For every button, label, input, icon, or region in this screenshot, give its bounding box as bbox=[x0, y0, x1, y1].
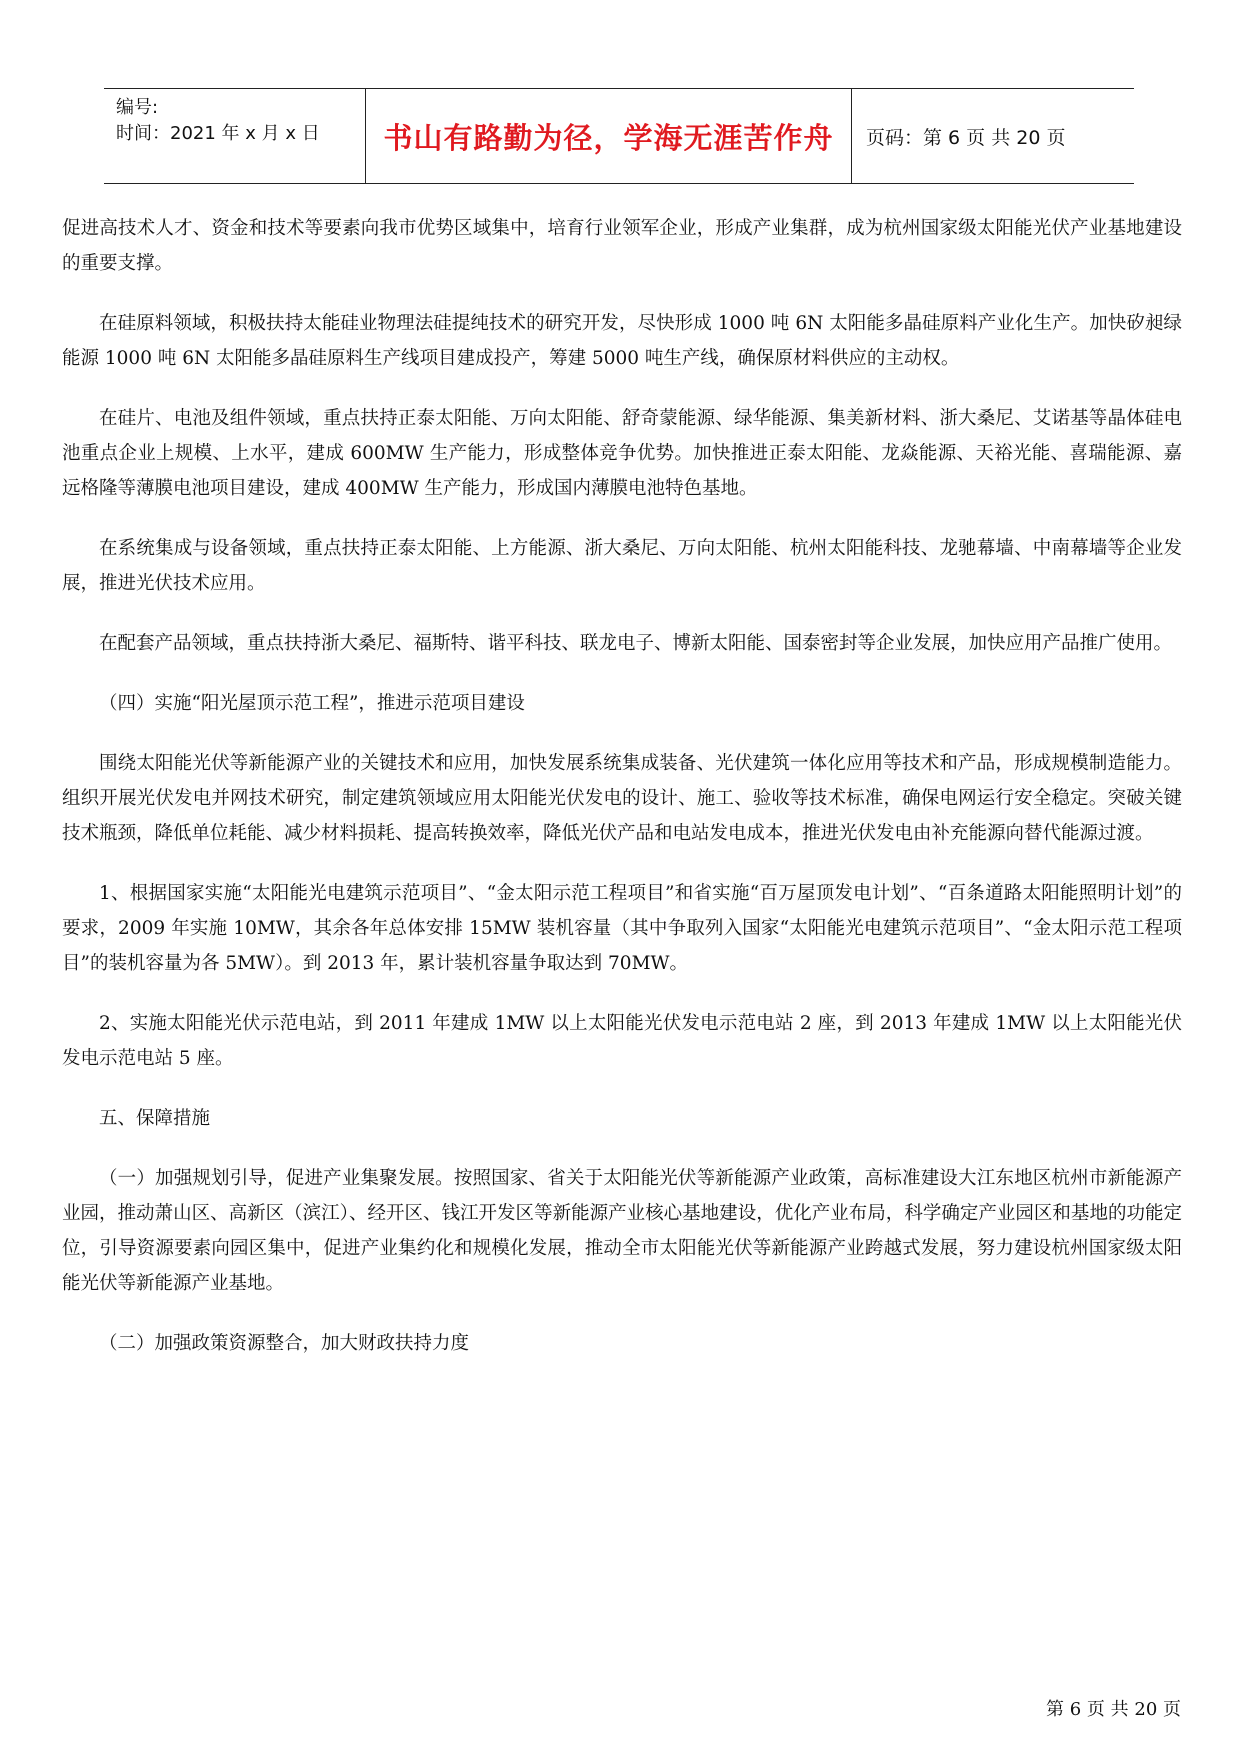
document-header bbox=[104, 88, 1134, 184]
time-label: 时间：2021 年 x 月 x 日 bbox=[116, 123, 320, 144]
body-paragraph: （四）实施“阳光屋顶示范工程”，推进示范项目建设 bbox=[99, 693, 525, 714]
body-paragraph: 在配套产品领域，重点扶持浙大桑尼、福斯特、谐平科技、联龙电子、博新太阳能、国泰密封等企业发展，加快应用产品推广使用。 bbox=[99, 633, 1173, 654]
number-label: 编号: bbox=[116, 97, 159, 118]
header-page-info: 页码：第 6 页 共 20 页 bbox=[866, 126, 1066, 149]
page-footer: 第 6 页 共 20 页 bbox=[1046, 1699, 1181, 1720]
body-paragraph: （一）加强规划引导，促进产业集聚发展。按照国家、省关于太阳能光伏等新能源产业政策，高标准建设大江东地区杭州市新能源产业园，推动萧山区、高新区（滨江）、经开区、钱江开发区等新能源产业核心基地建设，优化产业布局，科学确定产业园区和基地的功能定位，引导资源要素向园区集中，促进产业集约化和规模化发展，推动全市太阳能光伏等新能源产业跨越式发展，努力建设杭州国家级太阳能光伏等新能源产业基地。 bbox=[62, 1168, 1182, 1294]
body-paragraph: 促进高技术人才、资金和技术等要素向我市优势区域集中，培育行业领军企业，形成产业集群，成为杭州国家级太阳能光伏产业基地建设的重要支撑。 bbox=[62, 218, 1182, 274]
body-paragraph: （二）加强政策资源整合，加大财政扶持力度 bbox=[99, 1333, 470, 1354]
body-paragraph: 2、实施太阳能光伏示范电站，到 2011 年建成 1MW 以上太阳能光伏发电示范电站 2 座，到 2013 年建成 1MW 以上太阳能光伏发电示范电站 5 座。 bbox=[62, 1013, 1182, 1069]
header-left-cell bbox=[104, 89, 366, 183]
body-paragraph: 在硅原料领域，积极扶持太能硅业物理法硅提纯技术的研究开发，尽快形成 1000 吨 6N 太阳能多晶硅原料产业化生产。加快矽昶绿能源 1000 吨 6N 太阳能多晶硅原料生产线项目建成投产，筹建 5000 吨生产线，确保原材料供应的主动权。 bbox=[62, 313, 1182, 369]
body-paragraph: 围绕太阳能光伏等新能源产业的关键技术和应用，加快发展系统集成装备、光伏建筑一体化应用等技术和产品，形成规模制造能力。组织开展光伏发电并网技术研究，制定建筑领域应用太阳能光伏发电的设计、施工、验收等技术标准，确保电网运行安全稳定。突破关键技术瓶颈，降低单位耗能、减少材料损耗、提高转换效率，降低光伏产品和电站发电成本，推进光伏发电由补充能源向替代能源过渡。 bbox=[62, 753, 1182, 844]
header-motto: 书山有路勤为径，学海无涯苦作舟 bbox=[366, 89, 852, 183]
body-paragraph: 五、保障措施 bbox=[99, 1108, 211, 1129]
document-body bbox=[62, 211, 1182, 1386]
body-paragraph: 1、根据国家实施“太阳能光电建筑示范项目”、“金太阳示范工程项目”和省实施“百万屋顶发电计划”、“百条道路太阳能照明计划”的要求，2009 年实施 10MW，其余各年总体安排 15MW 装机容量（其中争取列入国家“太阳能光电建筑示范项目”、“金太阳示范工程项目”的装机容量为各 5MW）。到 2013 年，累计装机容量争取达到 70MW。 bbox=[62, 883, 1182, 974]
body-paragraph: 在硅片、电池及组件领域，重点扶持正泰太阳能、万向太阳能、舒奇蒙能源、绿华能源、集美新材料、浙大桑尼、艾诺基等晶体硅电池重点企业上规模、上水平，建成 600MW 生产能力，形成整体竞争优势。加快推进正泰太阳能、龙焱能源、天裕光能、喜瑞能源、嘉远格隆等薄膜电池项目建设，建成 400MW 生产能力，形成国内薄膜电池特色基地。 bbox=[62, 408, 1182, 499]
body-paragraph: 在系统集成与设备领域，重点扶持正泰太阳能、上方能源、浙大桑尼、万向太阳能、杭州太阳能科技、龙驰幕墙、中南幕墙等企业发展，推进光伏技术应用。 bbox=[62, 538, 1182, 594]
